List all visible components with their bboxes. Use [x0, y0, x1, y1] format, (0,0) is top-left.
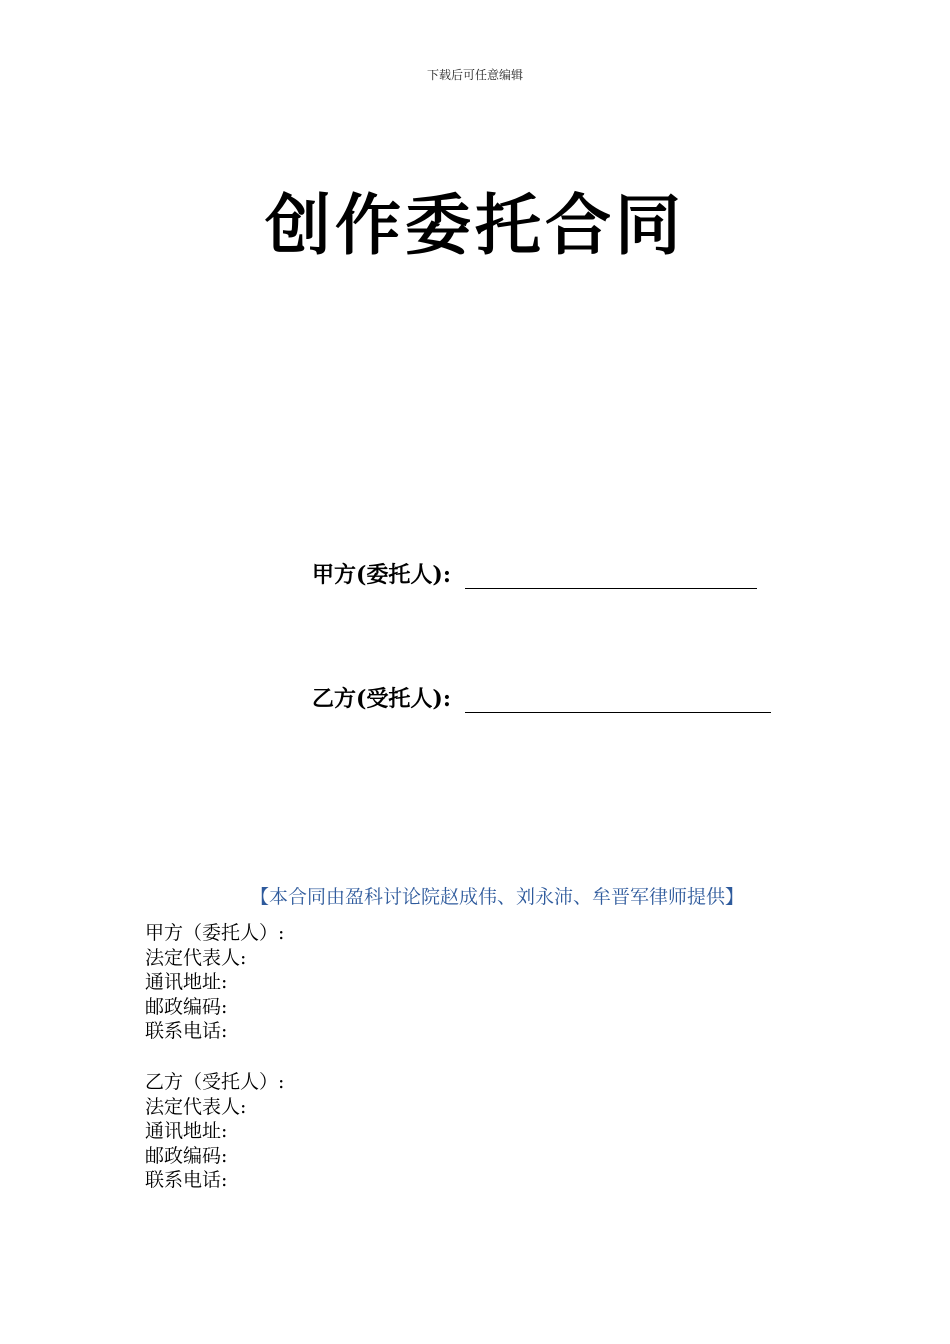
party-b-phone: 联系电话: [145, 1169, 228, 1192]
party-b-legal-rep: 法定代表人: [145, 1095, 247, 1118]
party-a-address: 通讯地址: [145, 971, 228, 994]
provider-note: 【本合同由盈科讨论院赵成伟、刘永沛、牟晋军律师提供】 [249, 886, 744, 908]
party-a-label: 甲方(委托人): [312, 562, 451, 588]
party-a-legal-rep: 法定代表人: [145, 946, 247, 969]
party-b-info-heading: 乙方（受托人）: [145, 1071, 285, 1093]
party-b-info-block [145, 1070, 284, 1193]
party-b-signature-line [312, 682, 771, 713]
page-header-note: 下载后可任意编辑 [426, 68, 523, 82]
party-b-label: 乙方(受托人): [312, 686, 451, 712]
party-a-info-heading: 甲方（委托人）: [145, 922, 285, 944]
party-a-signature-line [312, 558, 757, 589]
party-b-blank [465, 688, 771, 713]
party-a-info-block [145, 921, 284, 1044]
party-a-phone: 联系电话: [145, 1020, 228, 1043]
document-title: 创作委托合同 [265, 187, 685, 264]
party-b-postcode: 邮政编码: [145, 1144, 228, 1167]
party-a-blank [465, 564, 757, 589]
party-a-postcode: 邮政编码: [145, 995, 228, 1018]
party-b-address: 通讯地址: [145, 1120, 228, 1143]
